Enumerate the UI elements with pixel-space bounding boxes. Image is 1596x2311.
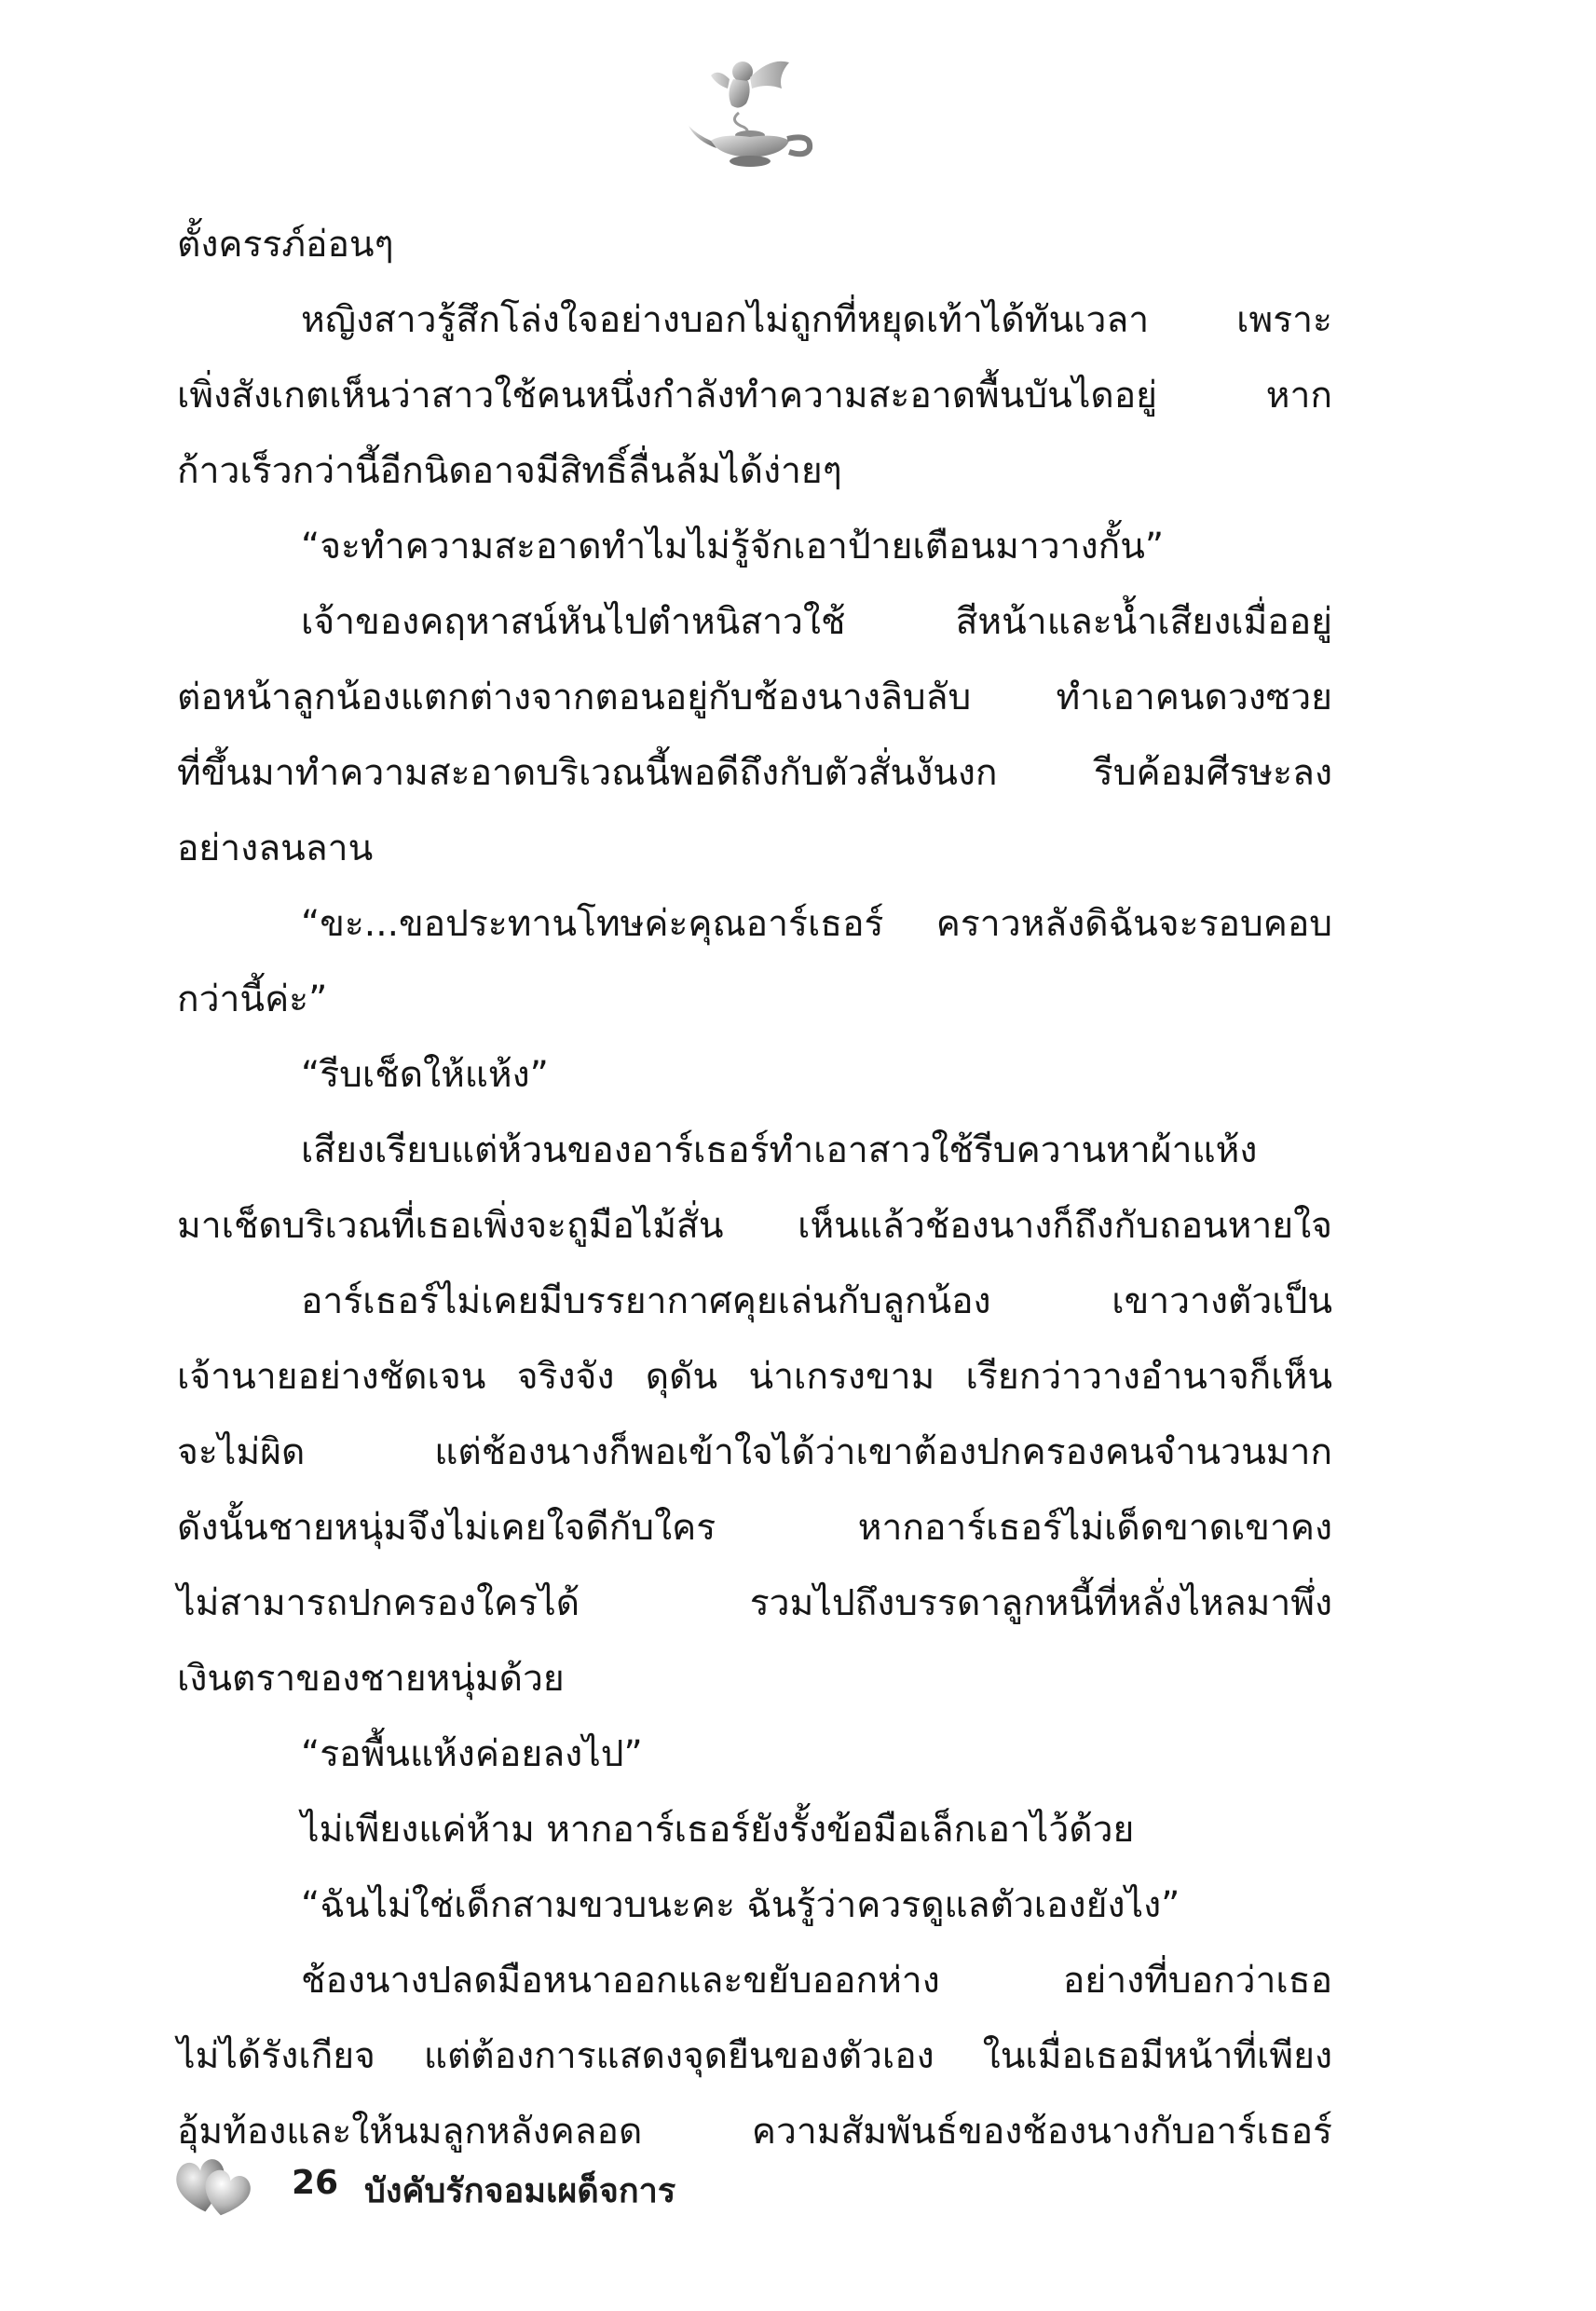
text-line: “รอพื้นแห้งค่อยลงไป”	[301, 1733, 643, 1775]
text-line: ต่อหน้าลูกน้องแตกต่างจากตอนอยู่กับช้องนางลิบลับ ทำเอาคนดวงซวย	[177, 677, 1332, 718]
text-line: เสียงเรียบแต่ห้วนของอาร์เธอร์ทำเอาสาวใช้รีบควานหาผ้าแห้ง	[301, 1129, 1258, 1171]
text-line: ไม่สามารถปกครองใครได้ รวมไปถึงบรรดาลูกหนี้ที่หลั่งไหลมาพึ่ง	[177, 1582, 1332, 1624]
book-title: บังคับรักจอมเผด็จการ	[364, 2172, 676, 2210]
text-line: ที่ขึ้นมาทำความสะอาดบริเวณนี้พอดีถึงกับตัวสั่นงันงก รีบค้อมศีรษะลง	[177, 752, 1332, 794]
text-line: อาร์เธอร์ไม่เคยมีบรรยากาศคุยเล่นกับลูกน้อง เขาวางตัวเป็น	[301, 1280, 1332, 1322]
text-line: ดังนั้นชายหนุ่มจึงไม่เคยใจดีกับใคร หากอาร์เธอร์ไม่เด็ดขาดเขาคง	[177, 1507, 1332, 1549]
text-line: “จะทำความสะอาดทำไมไม่รู้จักเอาป้ายเตือนมาวางกั้น”	[301, 526, 1165, 567]
text-line: เงินตราของชายหนุ่มด้วย	[177, 1658, 565, 1700]
text-line: เพิ่งสังเกตเห็นว่าสาวใช้คนหนึ่งกำลังทำความสะอาดพื้นบันไดอยู่ หาก	[177, 375, 1332, 417]
text-line: อย่างลนลาน	[177, 827, 374, 869]
body-text	[177, 207, 1332, 2169]
page-footer	[172, 2143, 825, 2236]
text-line: ก้าวเร็วกว่านี้อีกนิดอาจมีสิทธิ์ลื่นล้มได้ง่ายๆ	[177, 450, 842, 492]
text-line: เจ้านายอย่างชัดเจน จริงจัง ดุดัน น่าเกรงขาม เรียกว่าวางอำนาจก็เห็น	[177, 1356, 1332, 1398]
text-line: กว่านี้ค่ะ”	[177, 978, 328, 1020]
text-line: อุ้มท้องและให้นมลูกหลังคลอด ความสัมพันธ์ของช้องนางกับอาร์เธอร์	[177, 2111, 1332, 2153]
text-line: ตั้งครรภ์อ่อนๆ	[177, 224, 394, 266]
genie-lamp-icon	[685, 51, 825, 172]
text-line: ช้องนางปลดมือหนาออกและขยับออกห่าง อย่างที่บอกว่าเธอ	[301, 1960, 1332, 2002]
hearts-icon	[172, 2151, 256, 2220]
text-line: ไม่ได้รังเกียจ แต่ต้องการแสดงจุดยืนของตัวเอง ในเมื่อเธอมีหน้าที่เพียง	[177, 2035, 1332, 2077]
text-line: “ขะ...ขอประทานโทษค่ะคุณอาร์เธอร์ คราวหลังดิฉันจะรอบคอบ	[301, 903, 1332, 945]
text-line: หญิงสาวรู้สึกโล่งใจอย่างบอกไม่ถูกที่หยุดเท้าได้ทันเวลา เพราะ	[301, 299, 1332, 341]
text-line: มาเช็ดบริเวณที่เธอเพิ่งจะถูมือไม้สั่น เห็นแล้วช้องนางก็ถึงกับถอนหายใจ	[177, 1205, 1332, 1247]
text-line: “รีบเช็ดให้แห้ง”	[301, 1054, 549, 1096]
text-line: เจ้าของคฤหาสน์หันไปตำหนิสาวใช้ สีหน้าและน้ำเสียงเมื่ออยู่	[301, 601, 1332, 643]
text-line: “ฉันไม่ใช่เด็กสามขวบนะคะ ฉันรู้ว่าควรดูแลตัวเองยังไง”	[301, 1884, 1180, 1926]
page-number: 26	[292, 2164, 339, 2202]
text-line: จะไม่ผิด แต่ช้องนางก็พอเข้าใจได้ว่าเขาต้องปกครองคนจำนวนมาก	[177, 1431, 1332, 1473]
text-line: ไม่เพียงแค่ห้าม หากอาร์เธอร์ยังรั้งข้อมือเล็กเอาไว้ด้วย	[301, 1809, 1135, 1851]
